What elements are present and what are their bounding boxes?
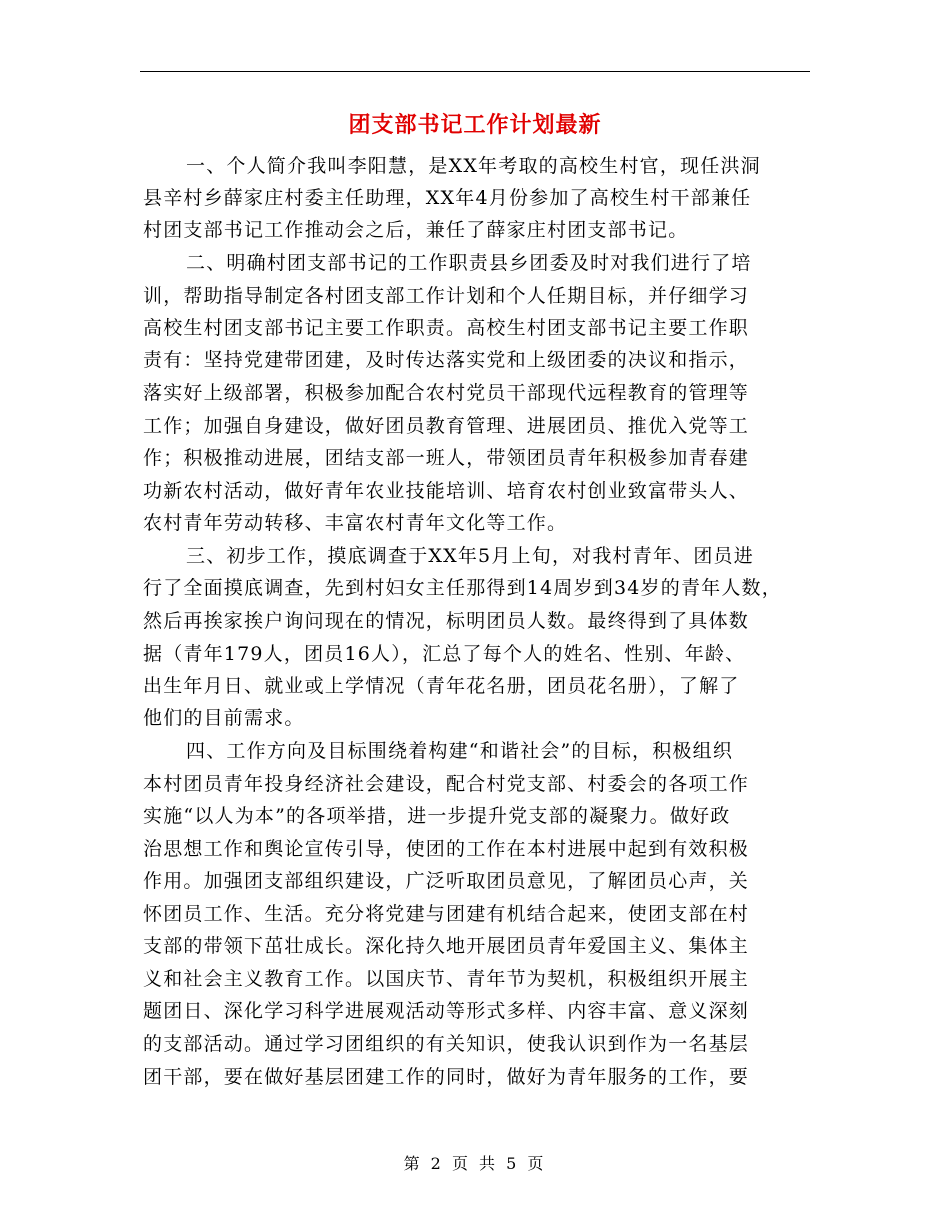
body-line-20: 本村团员青年投身经济社会建设，配合村党支部、村委会的各项工作 [143,773,750,795]
body-line-26: 义和社会主义教育工作。以国庆节、青年节为契机，积极组织开展主 [143,968,750,990]
document-title: 团支部书记工作计划最新 [348,113,602,138]
body-line-21: 实施“以人为本”的各项举措，进一步提升党支部的凝聚力。做好政 [143,805,731,827]
page-number-footer: 第 2 页 共 5 页 [403,1154,547,1173]
body-line-2: 县辛村乡薛家庄村委主任助理，XX年4月份参加了高校生村干部兼任 [143,187,752,209]
body-line-29: 团干部，要在做好基层团建工作的同时，做好为青年服务的工作，要 [143,1066,750,1088]
body-line-27: 题团日、深化学习科学进展观活动等形式多样、内容丰富、意义深刻 [143,1000,750,1022]
body-line-5: 训，帮助指导制定各村团支部工作计划和个人任期目标，并仔细学习 [143,285,750,307]
body-line-14: 行了全面摸底调查，先到村妇女主任那得到14周岁到34岁的青年人数， [143,577,782,599]
body-line-28: 的支部活动。通过学习团组织的有关知识，使我认识到作为一名基层 [143,1033,750,1055]
header-rule [140,71,810,72]
body-line-19: 四、工作方向及目标围绕着构建“和谐社会”的目标，积极组织 [186,740,734,762]
body-line-24: 怀团员工作、生活。充分将党建与团建有机结合起来，使团支部在村 [143,903,750,925]
body-line-6: 高校生村团支部书记主要工作职责。高校生村团支部书记主要工作职 [143,317,750,339]
body-line-22: 治思想工作和舆论宣传引导，使团的工作在本村进展中起到有效积极 [143,838,750,860]
body-line-15: 然后再挨家挨户询问现在的情况，标明团员人数。最终得到了具体数 [143,610,750,632]
body-line-18: 他们的目前需求。 [143,707,305,729]
body-line-13: 三、初步工作，摸底调查于XX年5月上旬，对我村青年、团员进 [186,545,754,567]
body-line-4: 二、明确村团支部书记的工作职责县乡团委及时对我们进行了培 [186,252,752,274]
body-line-12: 农村青年劳动转移、丰富农村青年文化等工作。 [143,512,568,534]
body-line-17: 出生年月日、就业或上学情况（青年花名册，团员花名册），了解了 [143,675,740,697]
body-line-7: 责有：坚持党建带团建，及时传达落实党和上级团委的决议和指示， [143,349,750,371]
body-line-9: 工作；加强自身建设，做好团员教育管理、进展团员、推优入党等工 [143,415,750,437]
body-line-25: 支部的带领下茁壮成长。深化持久地开展团员青年爱国主义、集体主 [143,935,750,957]
body-line-11: 功新农村活动，做好青年农业技能培训、培育农村创业致富带头人、 [143,480,750,502]
body-line-10: 作；积极推动进展，团结支部一班人，带领团员青年积极参加青春建 [143,447,750,469]
body-line-3: 村团支部书记工作推动会之后，兼任了薛家庄村团支部书记。 [143,219,689,241]
body-line-16: 据（青年179人，团员16人），汇总了每个人的姓名、性别、年龄、 [143,643,746,665]
body-line-8: 落实好上级部署，积极参加配合农村党员干部现代远程教育的管理等 [143,382,750,404]
body-line-1: 一、个人简介我叫李阳慧，是XX年考取的高校生村官，现任洪洞 [186,155,761,177]
body-line-23: 作用。加强团支部组织建设，广泛听取团员意见，了解团员心声，关 [143,870,750,892]
